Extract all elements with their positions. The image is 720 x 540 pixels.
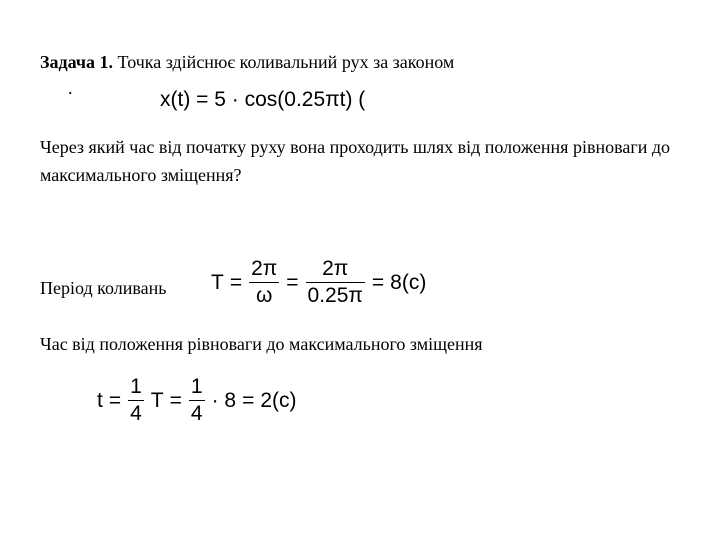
problem-statement [40, 52, 454, 73]
period-equals-2: = [286, 270, 299, 294]
period-equals-1: = [229, 270, 243, 294]
period-lhs: T [211, 270, 224, 294]
period-frac1-denominator: ω [255, 284, 273, 307]
period-formula [208, 256, 429, 309]
time-equals-3: = [242, 388, 255, 412]
motion-law-formula: x(t) = 5 · cos(0.25πt) ( [160, 88, 366, 111]
time-label: Час від положення рівноваги до максимального зміщення [40, 334, 483, 354]
time-frac1-numerator: 1 [128, 374, 144, 401]
time-frac2-denominator: 4 [190, 402, 203, 425]
time-formula [94, 374, 300, 427]
time-lhs: t [97, 388, 103, 412]
period-equals-3: = [371, 270, 385, 294]
period-frac1-numerator: 2π [249, 256, 279, 283]
stray-dot: . [68, 78, 73, 98]
period-fraction-1 [249, 256, 279, 309]
time-result: 2(c) [260, 388, 297, 412]
time-multiplier: · 8 [211, 388, 237, 412]
period-frac2-numerator: 2π [306, 256, 365, 283]
time-period-var: T [150, 388, 164, 412]
period-fraction-2 [306, 256, 365, 309]
time-frac2-numerator: 1 [189, 374, 205, 401]
time-frac1-denominator: 4 [130, 402, 142, 425]
question-text: Через який час від початку руху вона проходить шлях від положення рівноваги до максимального зміщення? [40, 137, 671, 185]
time-equals-1: = [108, 388, 122, 412]
time-fraction-1 [128, 374, 144, 427]
time-equals-2: = [169, 388, 182, 412]
problem-text: Точка здійснює коливальний рух за законом [117, 52, 455, 72]
period-frac2-denominator: 0.25π [307, 284, 363, 307]
period-label: Період коливань [40, 278, 167, 298]
period-result: 8(c) [390, 270, 427, 294]
time-fraction-2 [189, 374, 205, 427]
problem-heading: Задача 1. [40, 52, 114, 72]
